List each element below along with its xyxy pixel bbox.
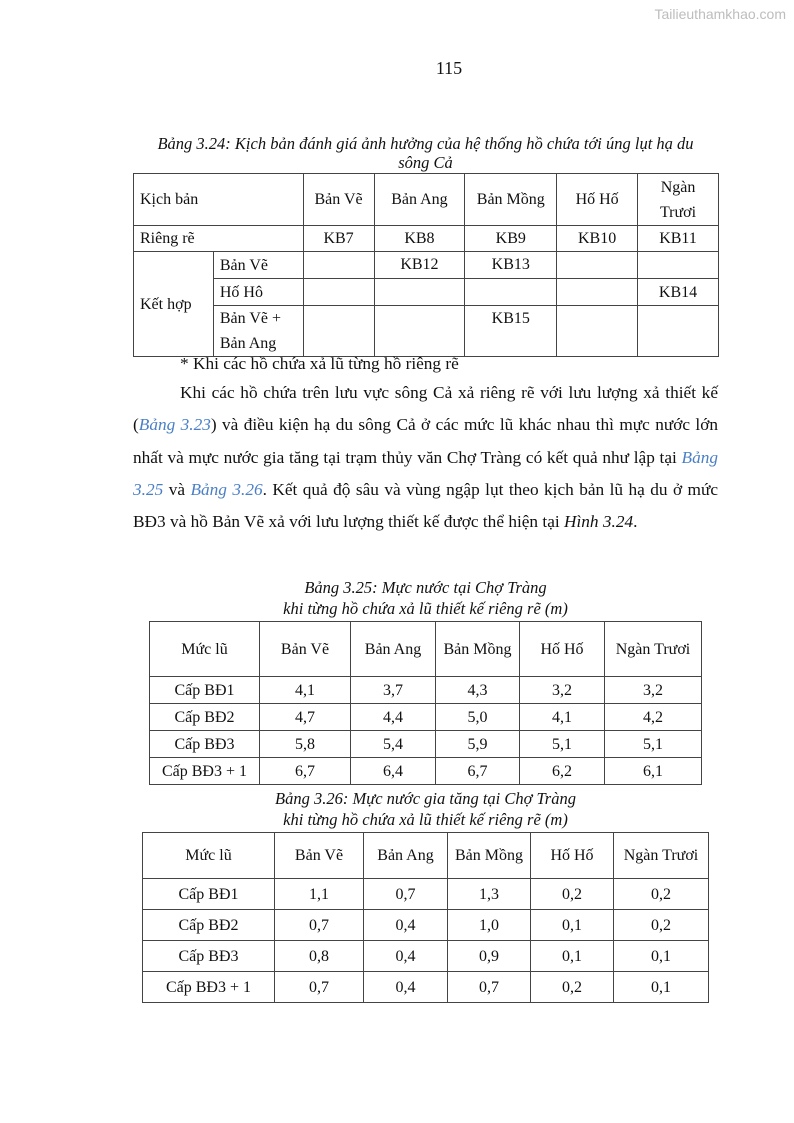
table-cell: KB12 — [374, 252, 465, 279]
header-cell: Kịch bản — [134, 174, 304, 226]
table-cell: 0,7 — [448, 972, 531, 1003]
row-label: Cấp BĐ1 — [143, 879, 275, 910]
header-cell: Bản Vẽ — [303, 174, 374, 226]
caption-line: sông Cả — [398, 153, 453, 172]
row-label: Cấp BĐ3 — [150, 731, 260, 758]
table-cell: 0,7 — [364, 879, 448, 910]
table-cell: 6,2 — [520, 758, 605, 785]
table-cell: 0,4 — [364, 941, 448, 972]
table-cell — [557, 279, 638, 306]
table-cell: 0,8 — [275, 941, 364, 972]
table-row — [150, 704, 702, 731]
table-cell: 1,1 — [275, 879, 364, 910]
table-cell: 0,2 — [614, 910, 709, 941]
table-cell — [303, 279, 374, 306]
table-cell: 0,2 — [531, 972, 614, 1003]
table-3-26 — [142, 832, 709, 1003]
table-cell: 4,1 — [260, 677, 351, 704]
table-row — [143, 972, 709, 1003]
table-cell: 6,1 — [605, 758, 702, 785]
table-row — [150, 731, 702, 758]
table-cell: 6,7 — [436, 758, 520, 785]
header-cell: Hố Hố — [557, 174, 638, 226]
table-cell: 5,1 — [605, 731, 702, 758]
table-3-26-caption — [133, 788, 718, 830]
table-cell: 0,7 — [275, 910, 364, 941]
table-cell: 1,0 — [448, 910, 531, 941]
table-cell: 0,2 — [531, 879, 614, 910]
table-3-24-caption — [133, 133, 718, 172]
table-cell: 0,1 — [531, 941, 614, 972]
table-cell: KB10 — [557, 226, 638, 252]
header-cell: Mức lũ — [143, 833, 275, 879]
table-cell: 5,4 — [351, 731, 436, 758]
table-cell: 4,2 — [605, 704, 702, 731]
table-cell: KB7 — [303, 226, 374, 252]
table-cell: 0,7 — [275, 972, 364, 1003]
table-cell — [638, 252, 719, 279]
text: . Kết quả độ sâu và vùng ngập lụt theo kịch bản lũ hạ du ở mức BĐ3 và hồ Bản Vẽ xả với lưu lượng thiết kế được thể hiện tại — [133, 479, 719, 532]
table-cell — [303, 252, 374, 279]
sub-row-label: Bản Vẽ — [213, 252, 303, 279]
table-row — [143, 941, 709, 972]
header-cell: Ngàn Trươi — [638, 174, 719, 226]
table-row — [150, 677, 702, 704]
header-cell: Bản Mồng — [436, 622, 520, 677]
row-label: Riêng rẽ — [134, 226, 304, 252]
row-label: Cấp BĐ2 — [143, 910, 275, 941]
row-label: Cấp BĐ3 + 1 — [150, 758, 260, 785]
link-bang-3-25[interactable]: Bảng 3.25 — [133, 447, 718, 499]
header-cell: Hố Hố — [520, 622, 605, 677]
table-cell — [557, 306, 638, 357]
table-cell — [374, 279, 465, 306]
table-cell: 5,0 — [436, 704, 520, 731]
table-cell: 0,2 — [614, 879, 709, 910]
table-cell: KB14 — [638, 279, 719, 306]
table-cell: 0,1 — [531, 910, 614, 941]
row-label: Cấp BĐ3 + 1 — [143, 972, 275, 1003]
table-cell: 6,7 — [260, 758, 351, 785]
row-label: Cấp BĐ2 — [150, 704, 260, 731]
header-cell: Bản Ang — [351, 622, 436, 677]
header-cell: Bản Vẽ — [275, 833, 364, 879]
table-cell: 4,3 — [436, 677, 520, 704]
header-cell: Bản Ang — [364, 833, 448, 879]
figure-ref: Hình 3.24 — [564, 512, 634, 532]
table-cell — [638, 306, 719, 357]
table-cell: 4,7 — [260, 704, 351, 731]
header-cell: Ngàn Trươi — [614, 833, 709, 879]
table-row — [150, 758, 702, 785]
sub-row-label: Hố Hô — [213, 279, 303, 306]
caption-line: Bảng 3.24: Kịch bản đánh giá ảnh hưởng của hệ thống hồ chứa tới úng lụt hạ du — [157, 134, 694, 153]
watermark: Tailieuthamkhao.com — [654, 6, 786, 22]
header-cell: Ngàn Trươi — [605, 622, 702, 677]
caption-line: khi từng hồ chứa xả lũ thiết kế riêng rẽ (m) — [283, 599, 568, 618]
link-bang-3-23[interactable]: Bảng 3.23 — [138, 415, 211, 435]
table-row — [143, 910, 709, 941]
table-cell: 5,1 — [520, 731, 605, 758]
table-cell: 0,1 — [614, 972, 709, 1003]
table-cell: 0,4 — [364, 972, 448, 1003]
table-cell: KB8 — [374, 226, 465, 252]
table-row — [143, 879, 709, 910]
table-cell: 5,9 — [436, 731, 520, 758]
table-cell: KB13 — [465, 252, 557, 279]
caption-line: Bảng 3.26: Mực nước gia tăng tại Chợ Tràng — [275, 789, 576, 808]
bullet-heading: * Khi các hồ chứa xả lũ từng hồ riêng rẽ — [180, 354, 459, 373]
table-cell — [303, 306, 374, 357]
table-cell — [557, 252, 638, 279]
caption-line: Bảng 3.25: Mực nước tại Chợ Tràng — [304, 578, 547, 597]
caption-line: khi từng hồ chứa xả lũ thiết kế riêng rẽ (m) — [283, 810, 568, 829]
row-label: Cấp BĐ3 — [143, 941, 275, 972]
table-cell — [374, 306, 465, 357]
row-label: Kết hợp — [134, 252, 214, 357]
header-cell: Bản Mồng — [448, 833, 531, 879]
table-cell: KB9 — [465, 226, 557, 252]
table-3-24 — [133, 173, 719, 357]
table-cell: 3,2 — [605, 677, 702, 704]
table-3-25 — [149, 621, 702, 785]
table-cell: 4,4 — [351, 704, 436, 731]
text: . — [633, 512, 638, 532]
text: ) và điều kiện hạ du sông Cả ở các mức lũ khác nhau thì mực nước lớn nhất và mực nước gia tăng tại trạm thủy văn Chợ Tràng có kết quả như lập tại — [133, 415, 718, 467]
table-cell: 0,1 — [614, 941, 709, 972]
page-number: 115 — [435, 58, 463, 78]
header-cell: Bản Ang — [374, 174, 465, 226]
header-cell: Bản Vẽ — [260, 622, 351, 677]
link-bang-3-26[interactable]: Bảng 3.26 — [190, 479, 263, 499]
table-cell — [465, 279, 557, 306]
table-cell: 6,4 — [351, 758, 436, 785]
table-cell: KB11 — [638, 226, 719, 252]
text: Khi các hồ chứa trên lưu vực sông Cả xả riêng rẽ với lưu lượng xả thiết kế ( — [133, 383, 718, 435]
table-cell: 4,1 — [520, 704, 605, 731]
body-paragraph — [133, 377, 718, 538]
table-3-25-caption — [133, 577, 718, 619]
table-cell: 3,2 — [520, 677, 605, 704]
header-cell: Hố Hố — [531, 833, 614, 879]
table-cell: 3,7 — [351, 677, 436, 704]
text: và — [163, 479, 191, 499]
header-cell: Bản Mồng — [465, 174, 557, 226]
header-cell: Mức lũ — [150, 622, 260, 677]
table-cell: 5,8 — [260, 731, 351, 758]
sub-row-label: Bản Vẽ + Bản Ang — [213, 306, 303, 357]
table-cell: 0,4 — [364, 910, 448, 941]
table-cell: 0,9 — [448, 941, 531, 972]
table-cell: KB15 — [465, 306, 557, 357]
table-cell: 1,3 — [448, 879, 531, 910]
row-label: Cấp BĐ1 — [150, 677, 260, 704]
